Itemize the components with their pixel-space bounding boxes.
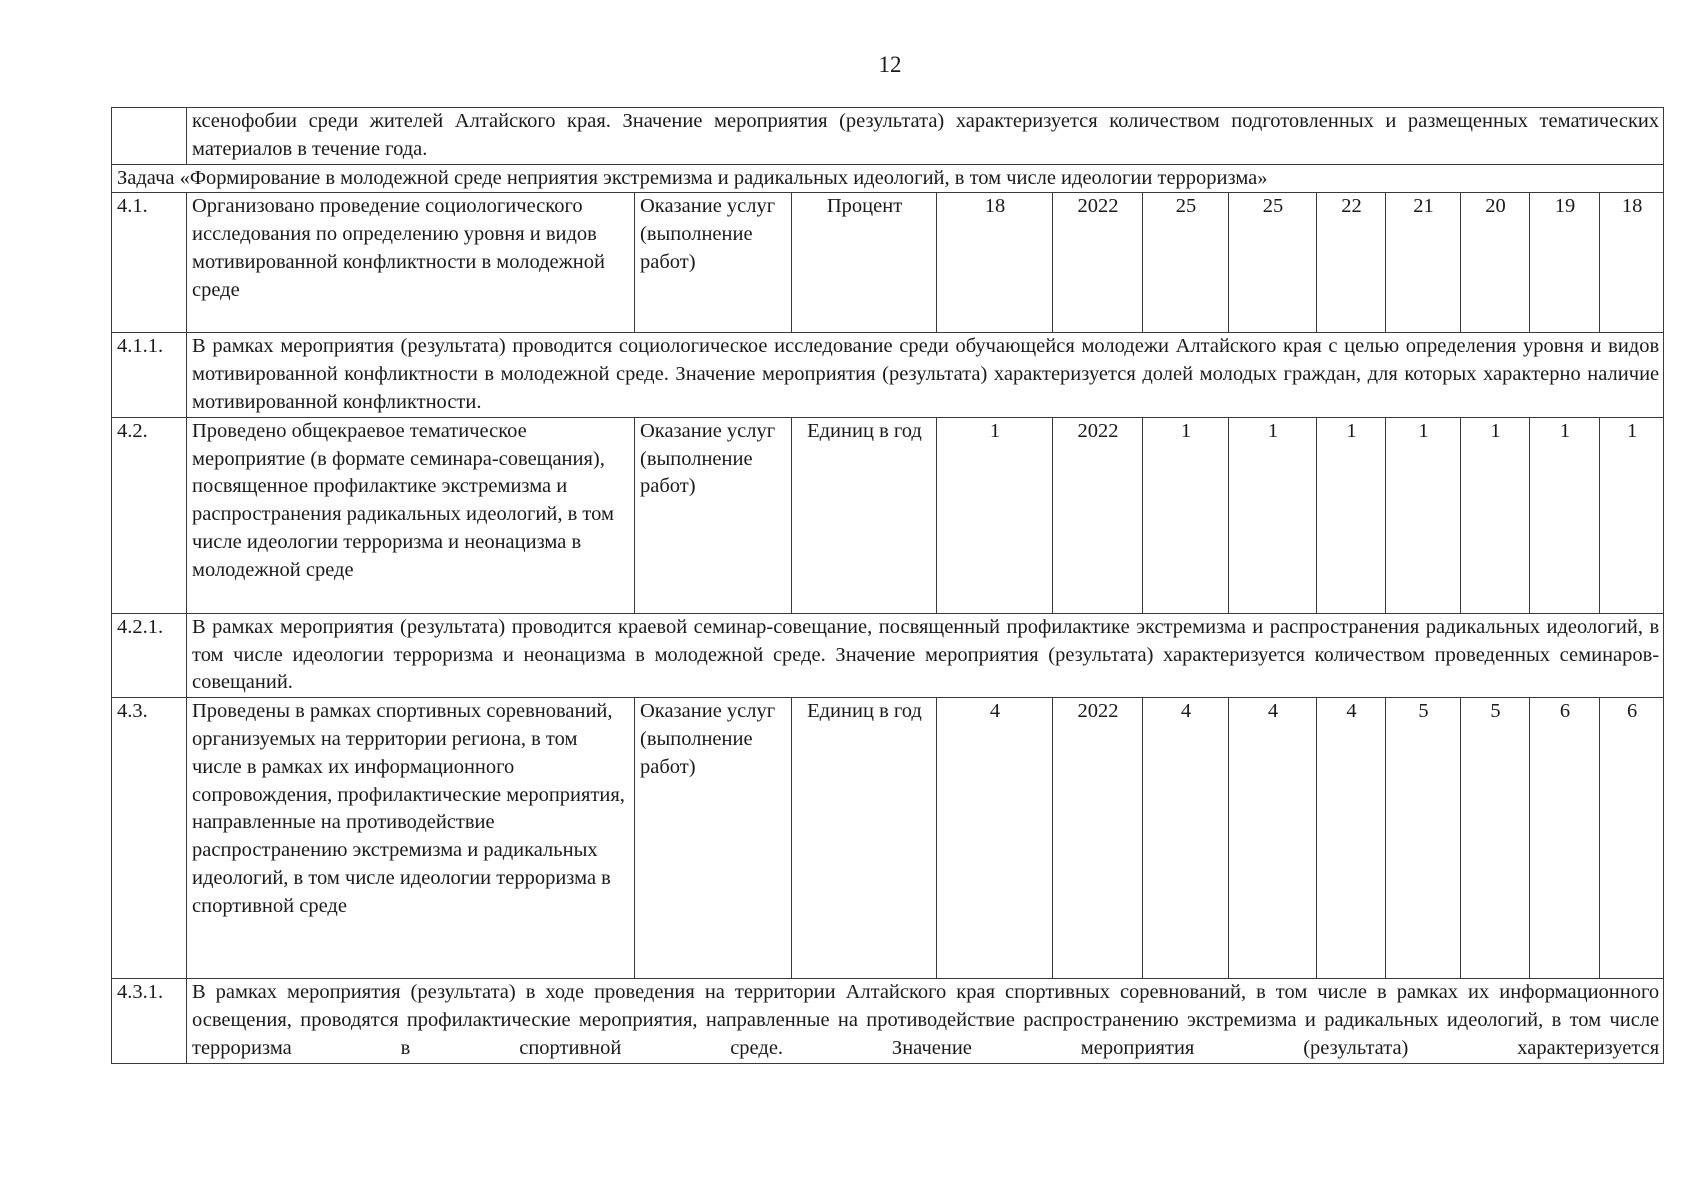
measure-unit: Единиц в год [792,698,937,979]
description-number: 4.3.1. [112,979,187,1063]
measure-name: Проведено общекраевое тематическое мероприятие (в формате семинара-совещания), посвященное профилактике экстремизма и распространения радикальных идеологий, в том числе идеологии терроризма и неонацизма в молодежной среде [187,417,635,613]
description-number: 4.1.1. [112,333,187,417]
description-row [112,979,1664,1063]
year-value: 5 [1386,698,1461,979]
base-year: 2022 [1053,193,1143,333]
description-text: В рамках мероприятия (результата) в ходе проведения на территории Алтайского края спортивных соревнований, в том числе в рамках их информационного освещения, проводятся профилактические мероприятия, направленные на противодействие распространению экстремизма и радикальных идеологий, в том числе терроризма в спортивной среде. Значение мероприятия (результата) характеризуется [187,979,1664,1063]
year-value: 19 [1530,193,1600,333]
base-value: 1 [937,417,1053,613]
year-value: 1 [1530,417,1600,613]
description-row [112,333,1664,417]
table-row [112,698,1664,979]
year-value: 20 [1461,193,1530,333]
base-year: 2022 [1053,698,1143,979]
continuation-text: ксенофобии среди жителей Алтайского края. Значение мероприятия (результата) характеризуется количеством подготовленных и размещенных тематических материалов в течение года. [187,108,1664,165]
measures-table [111,107,1664,1064]
measure-unit: Процент [792,193,937,333]
year-value: 5 [1461,698,1530,979]
description-number: 4.2.1. [112,613,187,697]
measure-type: Оказание услуг (выполнение работ) [635,193,792,333]
description-row [112,613,1664,697]
year-value: 25 [1229,193,1317,333]
year-value: 21 [1386,193,1461,333]
row-number: 4.2. [112,417,187,613]
base-value: 4 [937,698,1053,979]
year-value: 4 [1317,698,1386,979]
description-text: В рамках мероприятия (результата) проводится краевой семинар-совещание, посвященный профилактике экстремизма и распространения радикальных идеологий, в том числе идеологии терроризма и неонацизма в молодежной среде. Значение мероприятия (результата) характеризуется количеством проведенных семинаров-совещаний. [187,613,1664,697]
base-value: 18 [937,193,1053,333]
table-row [112,417,1664,613]
measure-unit: Единиц в год [792,417,937,613]
year-value: 22 [1317,193,1386,333]
description-text: В рамках мероприятия (результата) проводится социологическое исследование среди обучающейся молодежи Алтайского края с целью определения уровня и видов мотивированной конфликтности в молодежной среде. Значение мероприятия (результата) характеризуется долей молодых граждан, для которых характерно наличие мотивированной конфликтности. [187,333,1664,417]
section-row [112,164,1664,193]
year-value: 6 [1530,698,1600,979]
year-value: 25 [1143,193,1229,333]
base-year: 2022 [1053,417,1143,613]
measure-name: Организовано проведение социологического исследования по определению уровня и видов мотивированной конфликтности в молодежной среде [187,193,635,333]
continuation-num-cell [112,108,187,165]
row-number: 4.1. [112,193,187,333]
section-title: Задача «Формирование в молодежной среде неприятия экстремизма и радикальных идеологий, в том числе идеологии терроризма» [112,164,1664,193]
year-value: 18 [1600,193,1664,333]
year-value: 6 [1600,698,1664,979]
table-row [112,193,1664,333]
measure-type: Оказание услуг (выполнение работ) [635,417,792,613]
year-value: 1 [1600,417,1664,613]
row-number: 4.3. [112,698,187,979]
year-value: 1 [1143,417,1229,613]
measure-name: Проведены в рамках спортивных соревнований, организуемых на территории региона, в том числе в рамках их информационного сопровождения, профилактические мероприятия, направленные на противодействие распространению экстремизма и радикальных идеологий, в том числе идеологии терроризма в спортивной среде [187,698,635,979]
continuation-row [112,108,1664,165]
year-value: 4 [1229,698,1317,979]
year-value: 1 [1229,417,1317,613]
year-value: 1 [1386,417,1461,613]
year-value: 1 [1317,417,1386,613]
year-value: 4 [1143,698,1229,979]
page-number: 12 [878,52,902,77]
year-value: 1 [1461,417,1530,613]
measure-type: Оказание услуг (выполнение работ) [635,698,792,979]
